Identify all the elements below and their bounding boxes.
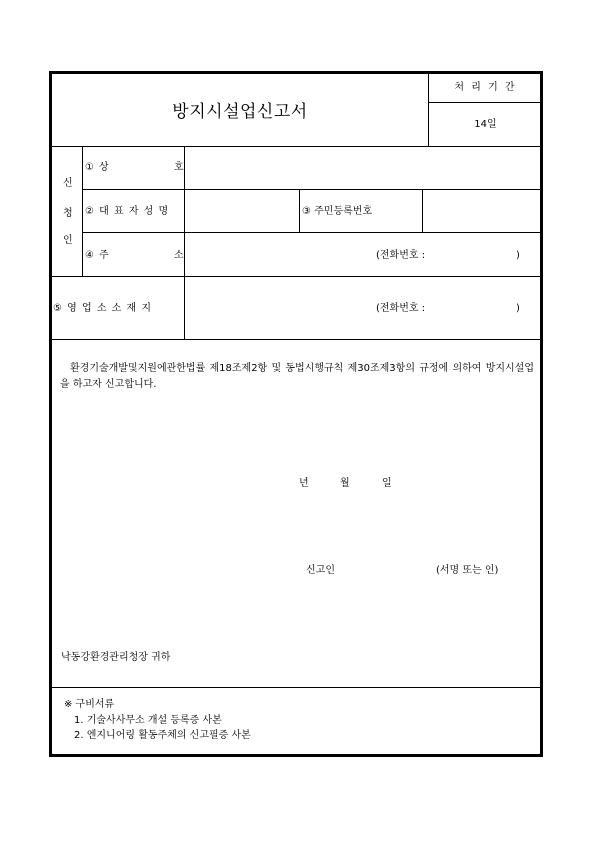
signature-note: (서명 또는 인): [436, 565, 499, 576]
report-form: [49, 71, 543, 757]
processing-period-value: 14일: [474, 119, 497, 130]
resident-number-label: ③ 주민등록번호: [302, 206, 373, 217]
resident-number-field[interactable]: [423, 190, 543, 232]
business-location-label: ⑤ 영 업 소 소 재 지: [53, 303, 152, 314]
trade-name-char-1: 상: [99, 162, 109, 173]
date-year-label: 년: [299, 478, 309, 489]
address-number: ④: [85, 250, 94, 261]
date-day-label: 일: [382, 478, 392, 489]
address-char-1: 주: [99, 250, 109, 261]
applicant-label-char-1: 신: [63, 178, 73, 189]
address-field[interactable]: [185, 233, 543, 276]
location-bottom-line: [52, 339, 543, 340]
resident-label-left-line: [299, 189, 300, 232]
attachments-top-line: [52, 687, 543, 688]
reporter-label: 신고인: [306, 565, 335, 576]
business-location-field[interactable]: [185, 277, 543, 339]
applicant-col-line: [82, 146, 83, 276]
representative-label: ② 대 표 자 성 명: [85, 206, 170, 217]
attachments-header: ※ 구비서류: [64, 699, 115, 710]
representative-name-field[interactable]: [185, 190, 299, 232]
applicant-label-char-2: 청: [63, 208, 73, 219]
address-phone-close: ): [516, 250, 520, 261]
attachment-item: 2. 엔지니어링 활동주체의 신고필증 사본: [74, 730, 251, 741]
addressee-text: 낙동강환경관리청장 귀하: [61, 652, 171, 663]
address-phone-label: (전화번호 :: [376, 250, 426, 261]
processing-divider: [428, 102, 543, 103]
date-month-label: 월: [340, 478, 350, 489]
attachment-item: 1. 기술사사무소 개설 등록증 사본: [74, 715, 222, 726]
business-phone-label: (전화번호 :: [376, 303, 426, 314]
business-phone-close: ): [516, 303, 520, 314]
processing-period-label: 처 리 기 간: [454, 82, 517, 93]
statement-text: 환경기술개발및지원에관한법률 제18조제2항 및 동법시행규칙 제30조제3항의 규정에 의하여 방지시설업을 하고자 신고합니다.: [60, 363, 534, 390]
trade-name-char-2: 호: [174, 162, 184, 173]
address-char-2: 소: [174, 250, 184, 261]
form-title: 방지시설업신고서: [172, 102, 308, 122]
trade-name-number: ①: [85, 162, 94, 173]
applicant-label-char-3: 인: [63, 235, 73, 246]
trade-name-field[interactable]: [185, 147, 543, 189]
